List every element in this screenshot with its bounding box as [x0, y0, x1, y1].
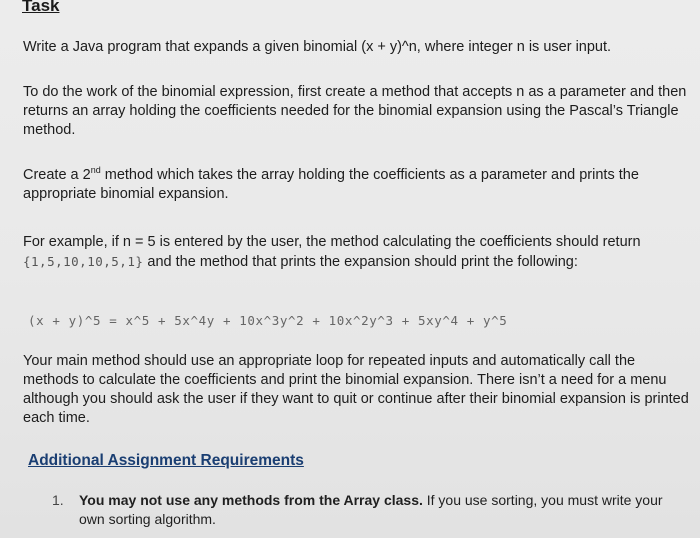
main-method-paragraph: Your main method should use an appropriate loop for repeated inputs and automatically call the methods to calculate the coefficients and print the binomial expansion. There isn’t a need for a menu although you should ask the user if they want to quit or continue after their binomial expansion is printed each time. — [23, 353, 689, 426]
task-intro-paragraph: Write a Java program that expands a given binomial (x + y)^n, where integer n is user input. — [23, 39, 612, 55]
example-pre: For example, if n = 5 is entered by the user, the method calculating the coefficients should return — [23, 234, 641, 250]
coefficients-method-paragraph: To do the work of the binomial expression, first create a method that accepts n as a parameter and then returns an array holding the coefficients needed for the binomial expansion using the Pascal’s Triangle method. — [23, 84, 687, 138]
example-post: and the method that prints the expansion should print the following: — [143, 254, 578, 270]
example-paragraph — [23, 233, 691, 272]
list-item-text: If you use sorting, you must write your own sorting algorithm. — [79, 492, 663, 527]
list-item-bold-text: You may not use any methods from the Array class. — [79, 492, 423, 508]
example-output-code: (x + y)^5 = x^5 + 5x^4y + 10x^3y^2 + 10x^2y^3 + 5xy^4 + y^5 — [28, 313, 508, 328]
list-item-number: 1. — [52, 492, 64, 508]
task-heading: Task — [22, 0, 60, 15]
additional-requirements-heading: Additional Assignment Requirements — [28, 452, 304, 469]
requirements-list — [52, 491, 682, 529]
ordinal-suffix: nd — [90, 165, 101, 176]
second-method-pre: Create a 2 — [23, 167, 91, 183]
example-array-code: {1,5,10,10,5,1} — [23, 254, 144, 269]
list-item-body — [79, 491, 682, 529]
list-item — [52, 491, 682, 529]
second-method-paragraph — [23, 166, 691, 204]
second-method-post: method which takes the array holding the coefficients as a parameter and prints the appropriate binomial expansion. — [23, 167, 639, 202]
